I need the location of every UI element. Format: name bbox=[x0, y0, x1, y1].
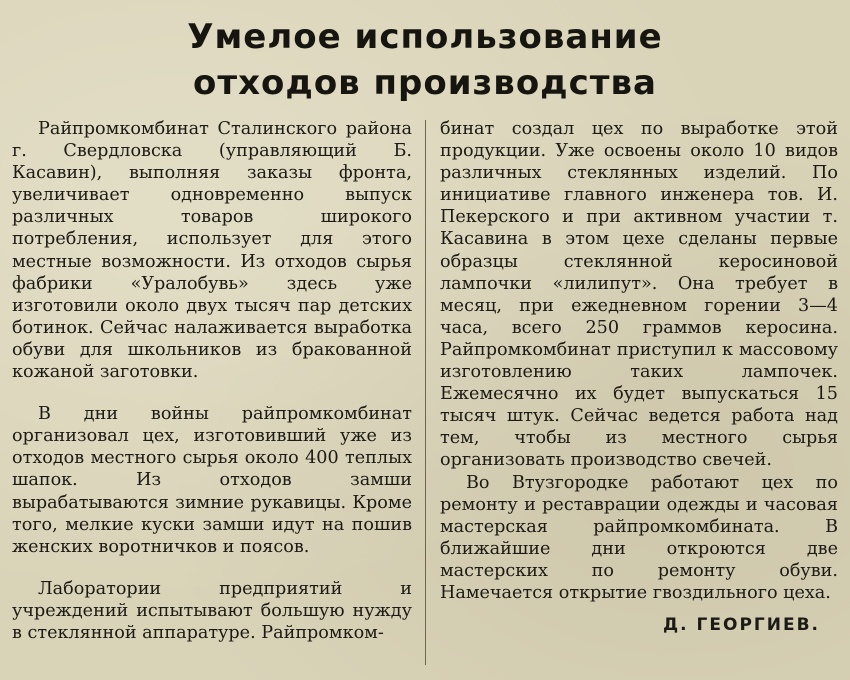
article-paragraph-2: В дни войны райпромкомбинат организовал цех, изготовивший уже из отходов местного сырья около 400 теплых шапок. Из отходов замши вырабатываются зимние рукавицы. Кроме того, мелкие куски замши идут на пошив женских воротничков и поясов. bbox=[12, 404, 412, 557]
article-column-left bbox=[12, 118, 412, 680]
headline bbox=[0, 14, 850, 106]
headline-line-1: Умелое использование bbox=[187, 17, 663, 57]
author-signature: Д. ГЕОРГИЕВ. bbox=[663, 615, 820, 636]
article-paragraph-1: Райпромкомбинат Сталинского района г. Свердловска (управляющий Б. Касавин), выполняя заказы фронта, увеличивает одновременно выпуск различных товаров широкого потребления, использует для этого местные возможности. Из отходов сырья фабрики «Уралобувь» здесь уже изготовили около двух тысяч пар детских ботинок. Сейчас налаживается выработка обуви для школьников из бракованной кожаной заготовки. bbox=[12, 119, 412, 383]
column-divider bbox=[425, 120, 426, 665]
article-paragraph-4: Во Втузгородке работают цех по ремонту и реставрации одежды и часовая мастерская райпромкомбината. В ближайшие дни откроются две мастерских по ремонту обуви. Намечается открытие гвоздильного цеха. bbox=[440, 472, 838, 603]
article-column-right bbox=[440, 118, 838, 680]
article-paragraph-3-end: бинат создал цех по выработке этой продукции. Уже освоены около 10 видов различных стеклянных изделий. По инициативе главного инженера тов. И. Пекерского и при активном участии т. Касавина в этом цехе сделаны первые образцы стеклянной керосиновой лампочки «лилипут». Она требует в месяц, при ежедневном горении 3—4 часа, всего 250 граммов керосина. Райпромкомбинат приступил к массовому изготовлению таких лампочек. Ежемесячно их будет выпускаться 15 тысяч штук. Сейчас ведется работа над тем, чтобы из местного сырья организовать производство свечей. bbox=[440, 119, 838, 471]
article-paragraph-3-start: Лаборатории предприятий и учреждений испытывают большую нужду в стеклянной аппаратуре. Райпромком- bbox=[12, 578, 412, 643]
headline-line-2: отходов производства bbox=[193, 63, 657, 103]
